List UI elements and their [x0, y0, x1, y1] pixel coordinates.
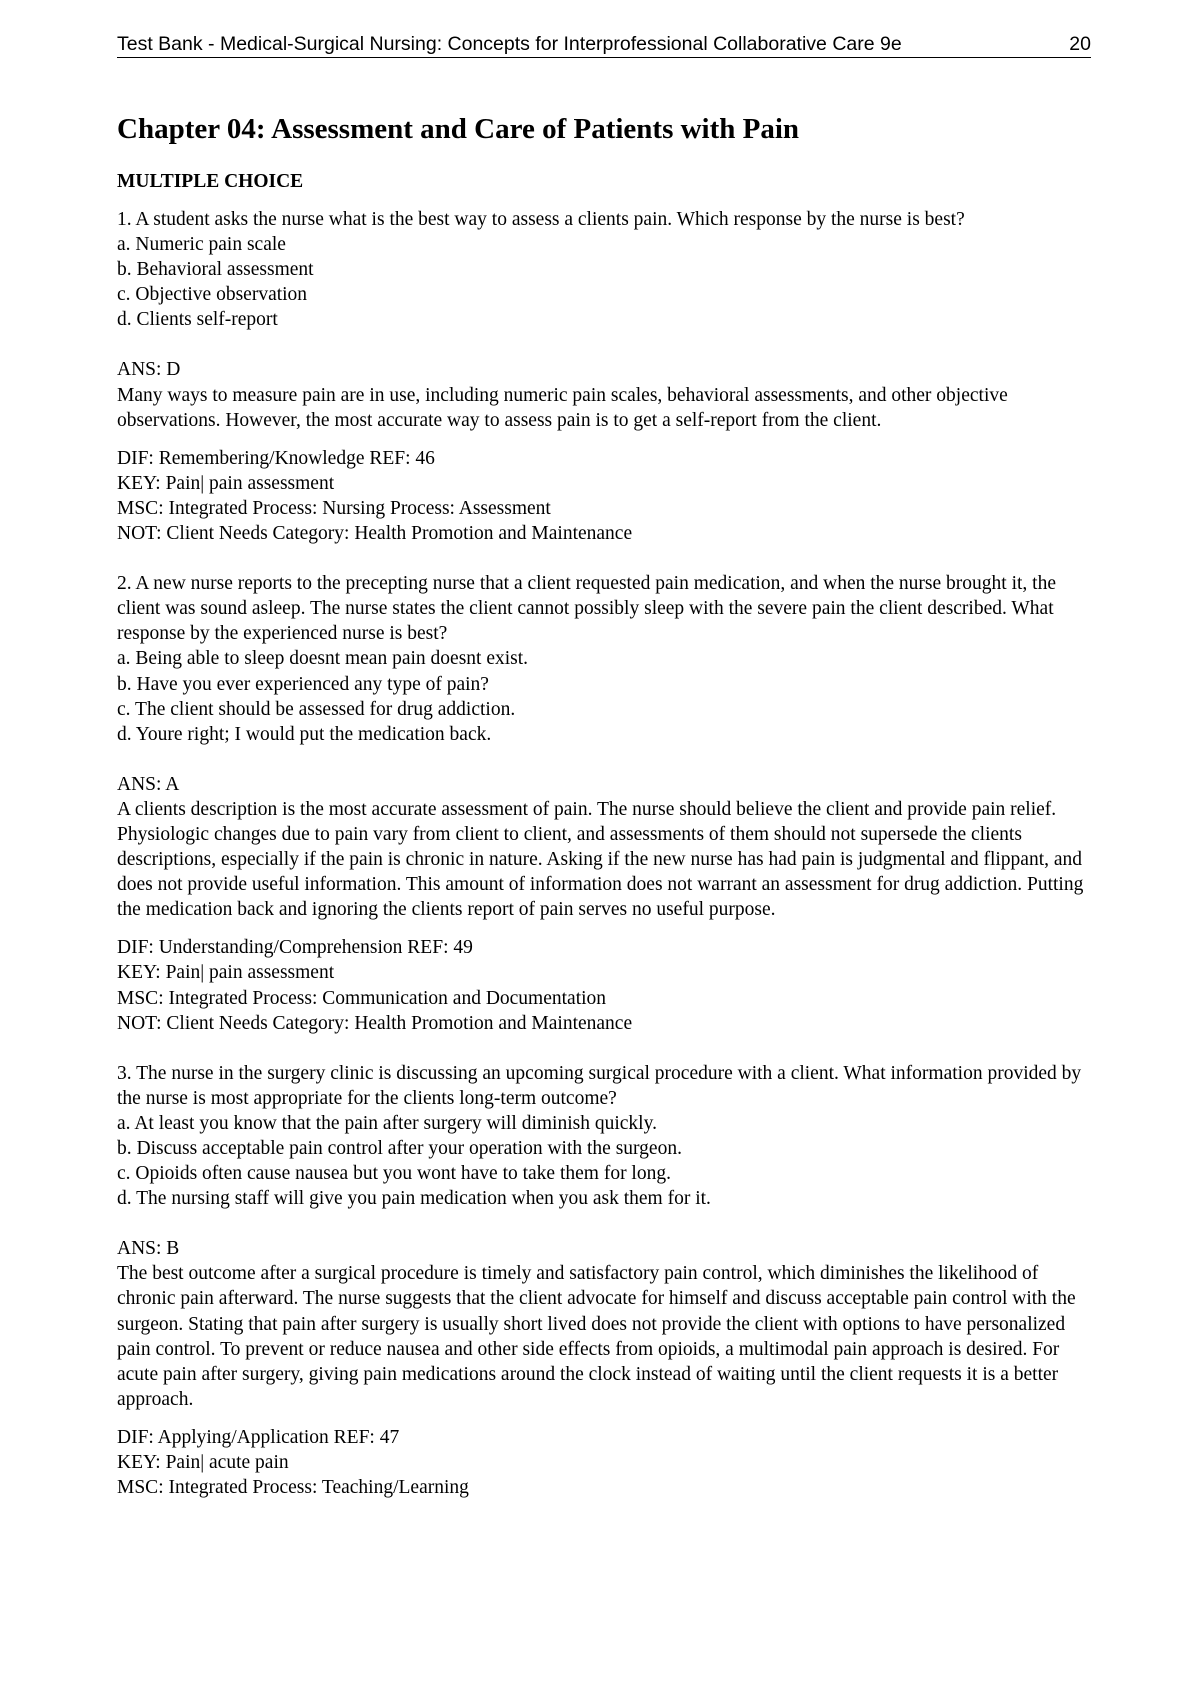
- question-2: [117, 571, 1092, 1036]
- keywords: KEY: Pain| pain assessment: [117, 472, 335, 494]
- question-stem: 1. A student asks the nurse what is the best way to assess a clients pain. Which response by the nurse is best?: [117, 209, 965, 230]
- answer-key: ANS: B: [117, 1238, 180, 1260]
- question-metadata: [117, 1425, 1092, 1500]
- answer-option: b. Behavioral assessment: [117, 259, 314, 281]
- answer-key: ANS: A: [117, 773, 180, 795]
- keywords: KEY: Pain| acute pain: [117, 1452, 289, 1474]
- answer-option: c. Objective observation: [117, 284, 308, 306]
- question-stem: 2. A new nurse reports to the precepting nurse that a client requested pain medication, and when the nurse brought it, the client was sound asleep. The nurse states the client cannot possibly sleep with the severe pain the client described. What response by the experienced nurse is best?: [117, 573, 1056, 645]
- answer-option: a. At least you know that the pain after surgery will diminish quickly.: [117, 1112, 657, 1134]
- answer-block: [117, 1236, 1092, 1412]
- answer-option: b. Have you ever experienced any type of pain?: [117, 673, 489, 695]
- answer-option: a. Being able to sleep doesnt mean pain doesnt exist.: [117, 648, 529, 670]
- page-number: 20: [1069, 33, 1091, 55]
- running-title: Test Bank - Medical-Surgical Nursing: Concepts for Interprofessional Collaborative Care 9e: [117, 33, 902, 55]
- answer-block: [117, 357, 1092, 432]
- answer-option: a. Numeric pain scale: [117, 234, 286, 256]
- question-metadata: [117, 446, 1092, 546]
- question-1: [117, 207, 1092, 546]
- chapter-title: Chapter 04: Assessment and Care of Patients with Pain: [117, 113, 800, 145]
- question-metadata: [117, 935, 1092, 1035]
- answer-option: c. The client should be assessed for drug addiction.: [117, 698, 516, 720]
- answer-option: c. Opioids often cause nausea but you wont have to take them for long.: [117, 1163, 671, 1185]
- question-stem: 3. The nurse in the surgery clinic is discussing an upcoming surgical procedure with a client. What information provided by the nurse is most appropriate for the clients long-term outcome?: [117, 1062, 1082, 1109]
- running-header: [117, 33, 1091, 58]
- answer-option: d. Clients self-report: [117, 309, 278, 331]
- client-needs: NOT: Client Needs Category: Health Promotion and Maintenance: [117, 523, 633, 545]
- section-heading: MULTIPLE CHOICE: [117, 171, 304, 192]
- difficulty-ref: DIF: Applying/Application REF: 47: [117, 1426, 400, 1448]
- difficulty-ref: DIF: Understanding/Comprehension REF: 49: [117, 937, 473, 959]
- answer-option: b. Discuss acceptable pain control after your operation with the surgeon.: [117, 1138, 682, 1159]
- answer-key: ANS: D: [117, 359, 181, 381]
- answer-block: [117, 772, 1092, 923]
- keywords: KEY: Pain| pain assessment: [117, 962, 335, 984]
- question-3: [117, 1061, 1092, 1501]
- msc-category: MSC: Integrated Process: Communication and Documentation: [117, 987, 607, 1009]
- rationale: The best outcome after a surgical procedure is timely and satisfactory pain control, which diminishes the likelihood of chronic pain afterward. The nurse suggests that the client advocate for himself and discuss acceptable pain control with the surgeon. Stating that pain after surgery is usually short lived does not provide the client with options to have personalized pain control. To prevent or reduce nausea and other side effects from opioids, a multimodal pain approach is desired. For acute pain after surgery, giving pain medications around the clock instead of waiting until the client requests it is a better approach.: [117, 1263, 1076, 1410]
- rationale: Many ways to measure pain are in use, including numeric pain scales, behavioral assessments, and other objective observations. However, the most accurate way to assess pain is to get a self-report from the client.: [117, 384, 1008, 431]
- msc-category: MSC: Integrated Process: Nursing Process: Assessment: [117, 497, 551, 519]
- difficulty-ref: DIF: Remembering/Knowledge REF: 46: [117, 447, 435, 469]
- answer-option: d. Youre right; I would put the medication back.: [117, 723, 492, 745]
- answer-option: d. The nursing staff will give you pain medication when you ask them for it.: [117, 1188, 711, 1210]
- rationale: A clients description is the most accurate assessment of pain. The nurse should believe the client and provide pain relief. Physiologic changes due to pain vary from client to client, and assessments of them should not supersede the clients descriptions, especially if the pain is chronic in nature. Asking if the new nurse has had pain is judgmental and flippant, and does not provide useful information. This amount of information does not warrant an assessment for drug addiction. Putting the medication back and ignoring the clients report of pain serves no useful purpose.: [117, 798, 1084, 921]
- client-needs: NOT: Client Needs Category: Health Promotion and Maintenance: [117, 1012, 633, 1034]
- page-content: [117, 111, 1092, 1500]
- msc-category: MSC: Integrated Process: Teaching/Learning: [117, 1477, 469, 1499]
